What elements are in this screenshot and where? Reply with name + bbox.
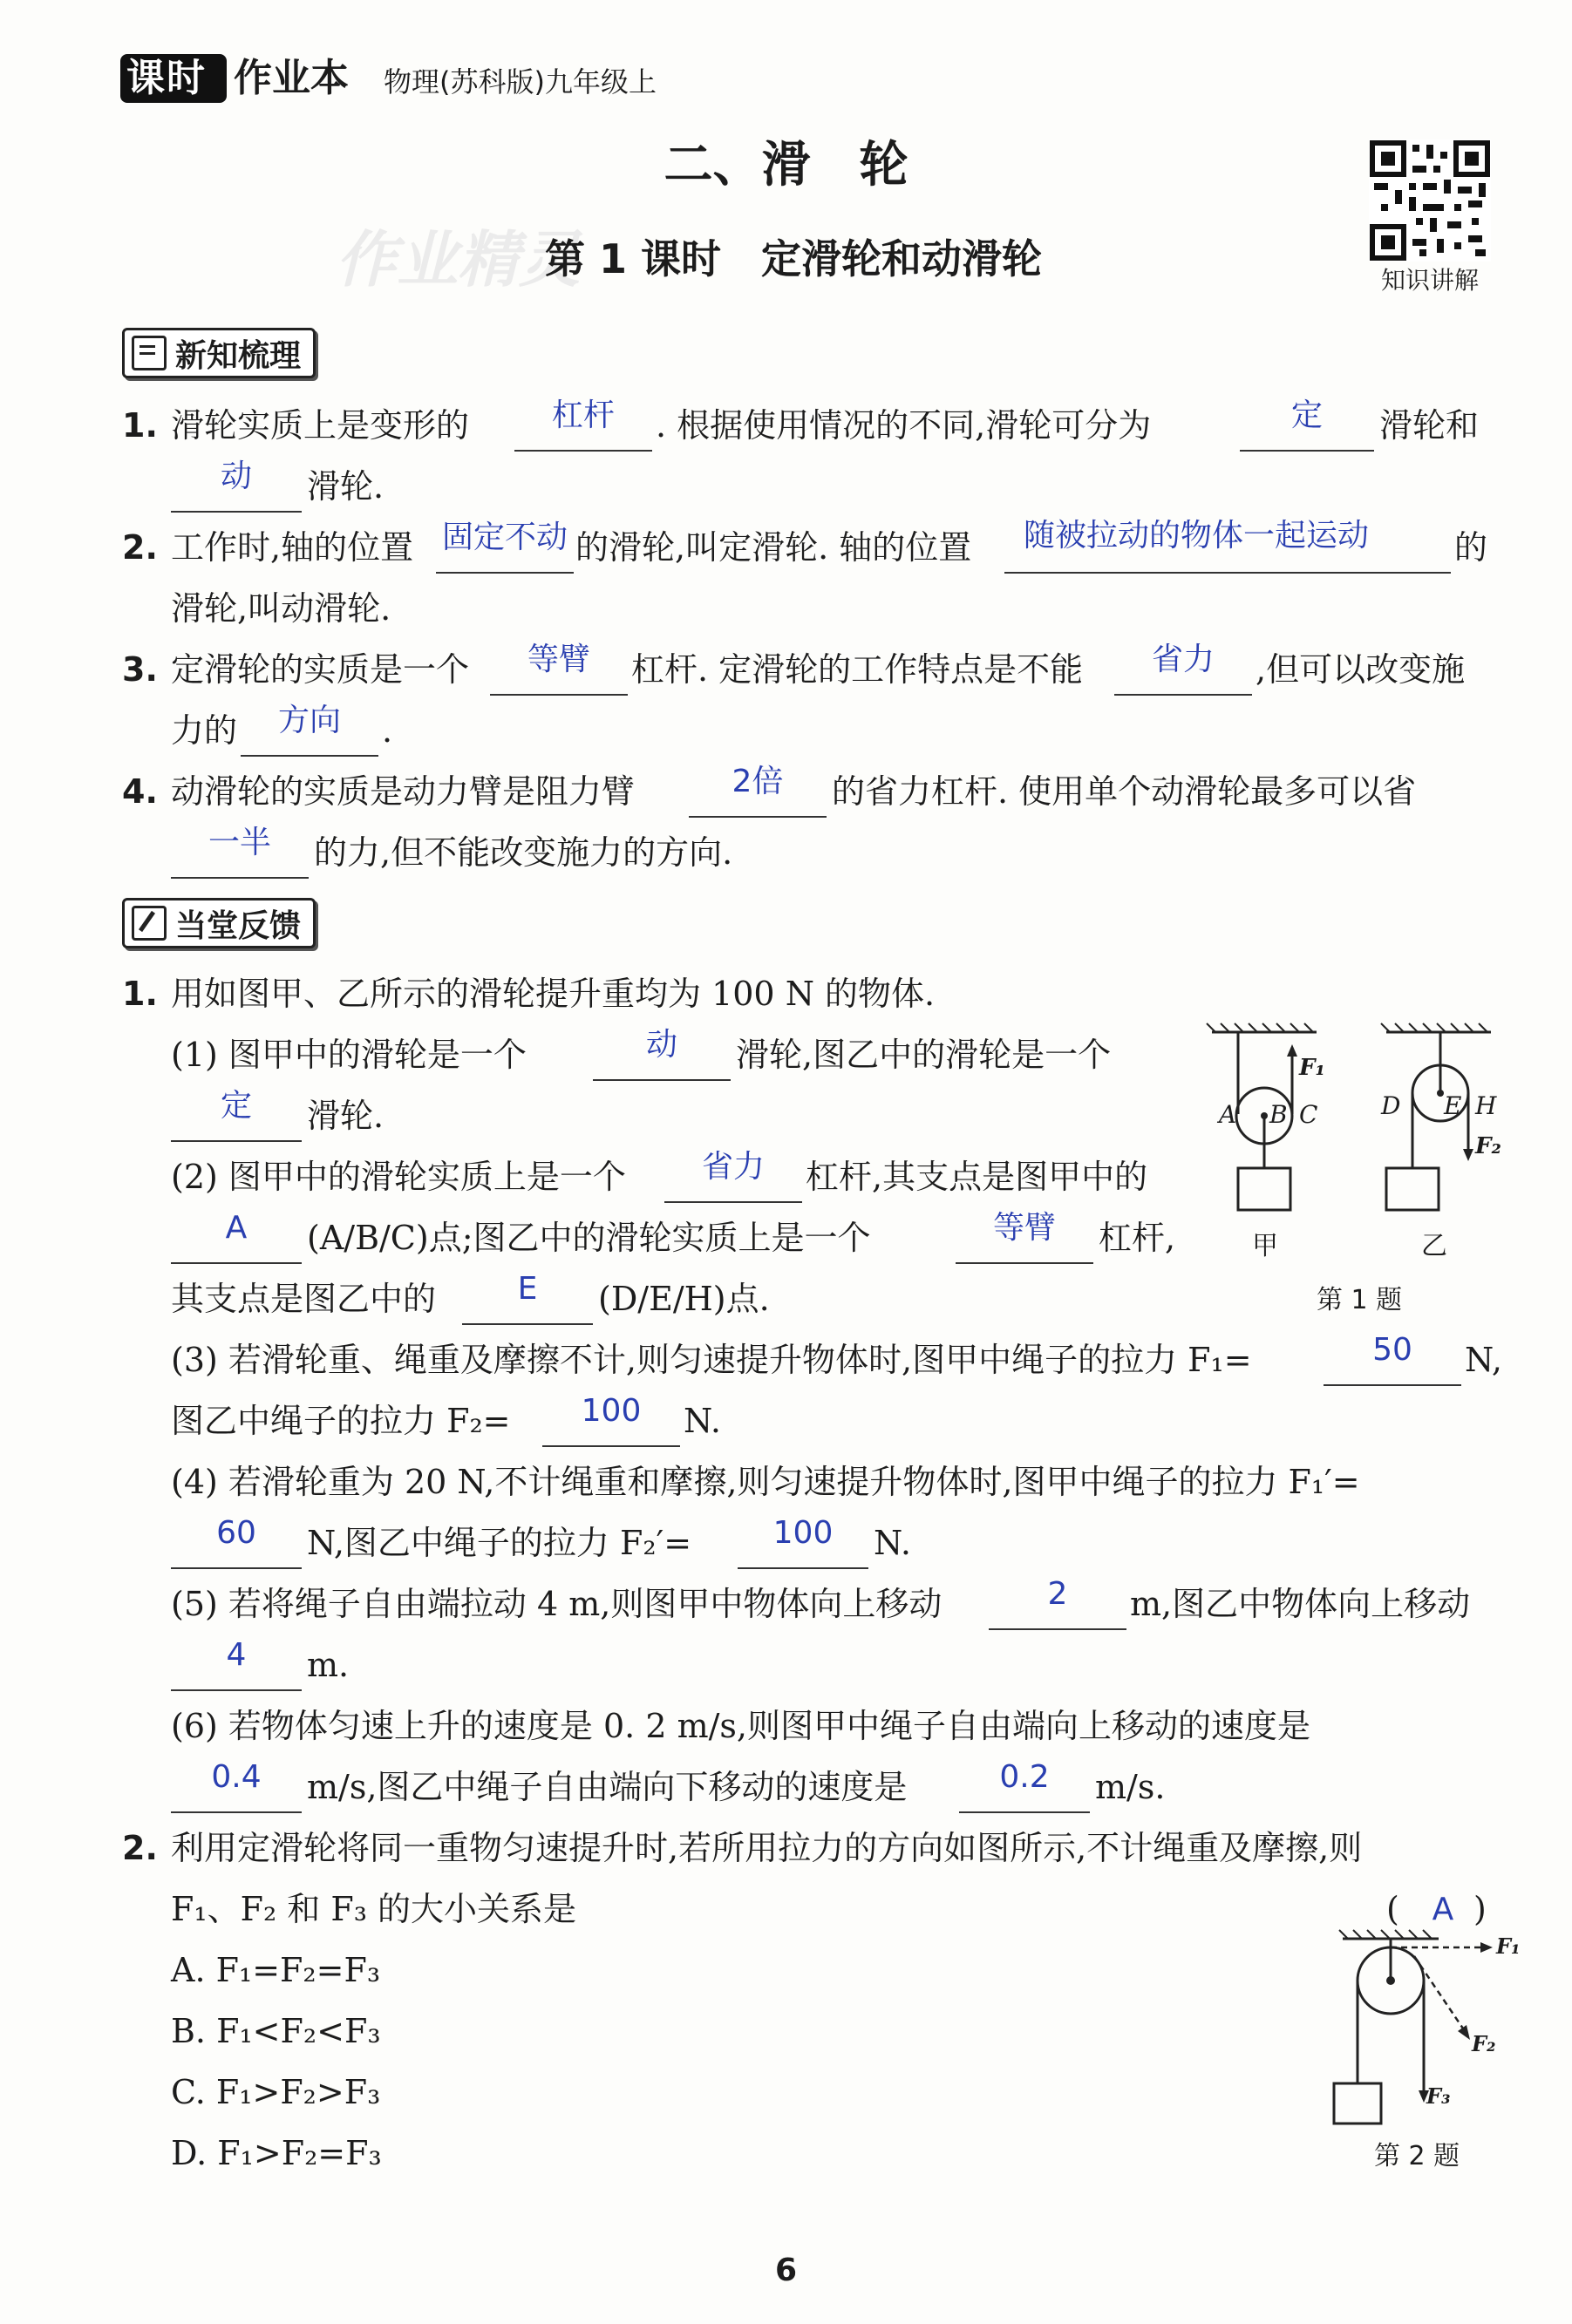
question-number: 4. <box>122 772 158 811</box>
question-number: 2. <box>122 1829 158 1867</box>
answer-text: 一半 <box>208 825 271 860</box>
question-number: 1. <box>122 975 158 1013</box>
chapter-title: 二、滑 轮 <box>664 137 908 194</box>
answer-text: 等臂 <box>527 642 590 677</box>
answer-text: 定 <box>220 1088 252 1124</box>
book-icon <box>132 336 167 370</box>
option-d[interactable]: D. F₁>F₂=F₃ <box>171 2134 382 2172</box>
lesson-title: 第 1 课时 定滑轮和动滑轮 <box>545 235 1043 282</box>
option-a[interactable]: A. F₁=F₂=F₃ <box>171 1951 381 1989</box>
question-text: N, <box>1465 1341 1502 1379</box>
label-B: B <box>1269 1100 1288 1129</box>
question-text: N,图乙中绳子的拉力 F₂′= <box>307 1524 692 1562</box>
answer-text: 2 <box>1047 1576 1068 1612</box>
question-text: N. <box>874 1524 911 1562</box>
question-text: 滑轮,叫动滑轮. <box>171 589 391 628</box>
answer-text: 省力 <box>701 1149 765 1185</box>
section-header-new-knowledge <box>122 328 316 378</box>
question-text: . <box>382 711 393 750</box>
question-text: . 根据使用情况的不同,滑轮可分为 <box>656 406 1152 445</box>
label-F1: F₁ <box>1299 1055 1325 1081</box>
answer-text: 100 <box>581 1393 642 1429</box>
question-text: ,但可以改变施 <box>1256 650 1466 689</box>
header-book: 作业本 <box>234 56 349 100</box>
label-H: H <box>1475 1091 1497 1120</box>
answer-text: 4 <box>226 1637 247 1673</box>
question-text: (6) 若物体匀速上升的速度是 0. 2 m/s,则图甲中绳子自由端向上移动的速度是 <box>171 1707 1310 1745</box>
question-text: 滑轮实质上是变形的 <box>171 406 470 445</box>
figure-caption: 第 1 题 <box>1317 1285 1403 1315</box>
label-C: C <box>1299 1100 1318 1129</box>
answer-text: 0.4 <box>211 1759 262 1795</box>
answer-text: 方向 <box>277 703 341 738</box>
question-text: (A/B/C)点;图乙中的滑轮实质上是一个 <box>307 1219 871 1257</box>
answer-text: 定 <box>1290 398 1323 433</box>
answer-text: 60 <box>216 1515 256 1551</box>
qr-label: 知识讲解 <box>1380 266 1479 295</box>
section-title: 当堂反馈 <box>175 907 302 944</box>
answer-text: E <box>517 1271 538 1307</box>
question-text: 滑轮,图乙中的滑轮是一个 <box>736 1036 1112 1074</box>
label-A: A <box>1219 1100 1237 1129</box>
figure-caption: 第 2 题 <box>1374 2141 1460 2171</box>
label-F2: F₂ <box>1475 1133 1501 1159</box>
answer-paren-left: ( <box>1386 1890 1399 1928</box>
answer-text: 100 <box>772 1515 834 1551</box>
question-text: 用如图甲、乙所示的滑轮提升重均为 100 N 的物体. <box>171 975 936 1013</box>
question-text: F₁、F₂ 和 F₃ 的大小关系是 <box>171 1890 577 1928</box>
question-text: 滑轮和 <box>1379 406 1480 445</box>
answer-text: 50 <box>1372 1332 1412 1368</box>
qr-code-icon[interactable] <box>1369 139 1491 262</box>
label-F3: F₃ <box>1426 2083 1451 2109</box>
question-text: 杠杆,其支点是图甲中的 <box>806 1158 1148 1196</box>
pulley-figure-2 <box>1325 1926 1508 2127</box>
question-text: 的省力杠杆. 使用单个动滑轮最多可以省 <box>832 772 1417 811</box>
question-number: 1. <box>122 406 158 445</box>
question-text: 杠杆. 定滑轮的工作特点是不能 <box>631 650 1084 689</box>
question-text: m,图乙中物体向上移动 <box>1130 1585 1471 1623</box>
figure-label-yi: 乙 <box>1421 1231 1447 1261</box>
answer-paren-right: ) <box>1473 1890 1487 1928</box>
answer-text: 等臂 <box>992 1210 1056 1246</box>
question-text: 利用定滑轮将同一重物匀速提升时,若所用拉力的方向如图所示,不计绳重及摩擦,则 <box>171 1829 1363 1867</box>
option-c[interactable]: C. F₁>F₂>F₃ <box>171 2073 381 2111</box>
question-text: 的滑轮,叫定滑轮. 轴的位置 <box>575 528 972 567</box>
answer-text: 动 <box>645 1027 677 1063</box>
answer-text: 动 <box>220 459 252 494</box>
question-text: (4) 若滑轮重为 20 N,不计绳重和摩擦,则匀速提升物体时,图甲中绳子的拉力 F₁′= <box>171 1463 1360 1501</box>
question-text: (3) 若滑轮重、绳重及摩擦不计,则匀速提升物体时,图甲中绳子的拉力 F₁= <box>171 1341 1252 1379</box>
answer-text: 省力 <box>1151 642 1215 677</box>
question-text: (1) 图甲中的滑轮是一个 <box>171 1036 527 1074</box>
answer-text: 固定不动 <box>441 520 568 555</box>
section-title: 新知梳理 <box>175 337 302 374</box>
pulley-figure-1 <box>1194 1020 1517 1316</box>
answer-text: 0.2 <box>999 1759 1050 1795</box>
question-text: 力的 <box>171 711 238 750</box>
label-F2: F₂ <box>1472 2031 1496 2056</box>
section-header-feedback <box>122 898 316 948</box>
question-text: 滑轮. <box>307 467 384 506</box>
question-number: 3. <box>122 650 158 689</box>
answer-text: 随被拉动的物体一起运动 <box>1023 518 1369 554</box>
pencil-icon <box>132 906 167 941</box>
header-brand: 课时 <box>126 56 207 100</box>
question-text: (D/E/H)点. <box>598 1280 770 1318</box>
question-text: m/s,图乙中绳子自由端向下移动的速度是 <box>307 1768 908 1806</box>
question-text: 的 <box>1454 528 1488 567</box>
question-text: 图乙中绳子的拉力 F₂= <box>171 1402 511 1440</box>
question-text: 其支点是图乙中的 <box>171 1280 437 1318</box>
figure-label-jia: 甲 <box>1252 1231 1278 1261</box>
answer-choice[interactable]: A <box>1432 1892 1454 1927</box>
page-number: 6 <box>774 2253 798 2288</box>
question-text: 定滑轮的实质是一个 <box>171 650 470 689</box>
answer-text: A <box>225 1210 248 1246</box>
question-text: 杠杆, <box>1099 1219 1176 1257</box>
header-subject: 物理(苏科版)九年级上 <box>384 65 657 99</box>
watermark: 作业精灵 <box>336 224 580 296</box>
option-b[interactable]: B. F₁<F₂<F₃ <box>171 2012 381 2050</box>
question-text: 滑轮. <box>307 1097 384 1135</box>
answer-text: 2倍 <box>732 764 784 799</box>
question-text: 的力,但不能改变施力的方向. <box>314 833 733 872</box>
question-text: m. <box>307 1646 350 1684</box>
question-text: (2) 图甲中的滑轮实质上是一个 <box>171 1158 626 1196</box>
label-E: E <box>1444 1091 1462 1120</box>
question-text: 动滑轮的实质是动力臂是阻力臂 <box>171 772 636 811</box>
label-F1: F₁ <box>1496 1933 1521 1959</box>
question-text: (5) 若将绳子自由端拉动 4 m,则图甲中物体向上移动 <box>171 1585 943 1623</box>
question-text: 工作时,轴的位置 <box>171 528 414 567</box>
question-text: m/s. <box>1095 1768 1166 1806</box>
question-text: N. <box>684 1402 721 1440</box>
label-D: D <box>1381 1091 1401 1120</box>
answer-text: 杠杆 <box>551 398 615 433</box>
question-number: 2. <box>122 528 158 567</box>
